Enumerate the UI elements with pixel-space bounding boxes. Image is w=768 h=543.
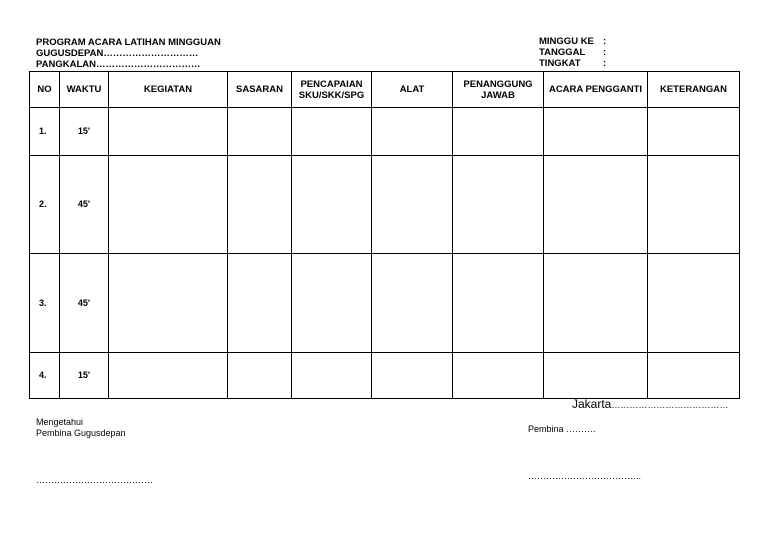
cell-kegiatan[interactable] bbox=[109, 156, 228, 254]
cell-penanggung-jawab[interactable] bbox=[453, 156, 544, 254]
cell-sasaran[interactable] bbox=[228, 254, 292, 353]
cell-kegiatan[interactable] bbox=[109, 254, 228, 353]
schedule-table bbox=[29, 71, 740, 399]
tanggal-colon: : bbox=[603, 47, 607, 58]
cell-keterangan[interactable] bbox=[648, 108, 740, 156]
col-header-alat: ALAT bbox=[372, 72, 453, 108]
tingkat-label: TINGKAT bbox=[539, 58, 581, 69]
table-row bbox=[30, 254, 740, 353]
cell-keterangan[interactable] bbox=[648, 254, 740, 353]
minggu-colon: : bbox=[603, 36, 607, 47]
cell-alat[interactable] bbox=[372, 254, 453, 353]
tingkat-colon: : bbox=[603, 58, 607, 69]
cell-acara-pengganti[interactable] bbox=[544, 156, 648, 254]
cell-acara-pengganti[interactable] bbox=[544, 353, 648, 399]
table-row bbox=[30, 353, 740, 399]
table-row bbox=[30, 108, 740, 156]
cell-pencapaian[interactable] bbox=[292, 156, 372, 254]
place-dots: ………………………………… bbox=[611, 400, 729, 410]
table-row bbox=[30, 156, 740, 254]
pembina-label: Pembina ………. bbox=[528, 424, 596, 434]
place-date bbox=[572, 397, 728, 411]
cell-keterangan[interactable] bbox=[648, 156, 740, 254]
col-header-sasaran: SASARAN bbox=[228, 72, 292, 108]
cell-kegiatan[interactable] bbox=[109, 108, 228, 156]
minggu-row bbox=[539, 36, 606, 47]
col-header-acara-pengganti: ACARA PENGGANTI bbox=[544, 72, 648, 108]
header-left bbox=[36, 37, 221, 70]
cell-pencapaian[interactable] bbox=[292, 353, 372, 399]
cell-alat[interactable] bbox=[372, 108, 453, 156]
signature-right bbox=[528, 424, 596, 435]
row-waktu: 15' bbox=[60, 353, 109, 399]
cell-acara-pengganti[interactable] bbox=[544, 108, 648, 156]
row-waktu: 15' bbox=[60, 108, 109, 156]
row-no: 3. bbox=[30, 254, 60, 353]
signature-line-right: ……………………………….. bbox=[528, 471, 642, 481]
cell-sasaran[interactable] bbox=[228, 156, 292, 254]
minggu-label: MINGGU KE bbox=[539, 36, 594, 47]
pembina-gugusdepan-label: Pembina Gugusdepan bbox=[36, 428, 126, 438]
row-no: 4. bbox=[30, 353, 60, 399]
cell-sasaran[interactable] bbox=[228, 353, 292, 399]
row-no: 2. bbox=[30, 156, 60, 254]
col-header-waktu: WAKTU bbox=[60, 72, 109, 108]
col-header-pencapaian: PENCAPAIAN SKU/SKK/SPG bbox=[292, 72, 372, 108]
cell-sasaran[interactable] bbox=[228, 108, 292, 156]
col-header-penanggung-jawab: PENANGGUNG JAWAB bbox=[453, 72, 544, 108]
mengetahui-label: Mengetahui bbox=[36, 417, 84, 427]
tanggal-label: TANGGAL bbox=[539, 47, 586, 58]
tingkat-row bbox=[539, 58, 606, 69]
row-no: 1. bbox=[30, 108, 60, 156]
cell-pencapaian[interactable] bbox=[292, 108, 372, 156]
signature-left bbox=[36, 417, 126, 439]
cell-acara-pengganti[interactable] bbox=[544, 254, 648, 353]
row-waktu: 45' bbox=[60, 254, 109, 353]
col-header-keterangan: KETERANGAN bbox=[648, 72, 740, 108]
table-header-row bbox=[30, 72, 740, 108]
cell-penanggung-jawab[interactable] bbox=[453, 353, 544, 399]
pangkalan-field: PANGKALAN…………………………… bbox=[36, 59, 201, 70]
cell-alat[interactable] bbox=[372, 353, 453, 399]
col-header-no: NO bbox=[30, 72, 60, 108]
tanggal-row bbox=[539, 47, 606, 58]
document-title: PROGRAM ACARA LATIHAN MINGGUAN bbox=[36, 37, 221, 48]
cell-alat[interactable] bbox=[372, 156, 453, 254]
cell-pencapaian[interactable] bbox=[292, 254, 372, 353]
cell-keterangan[interactable] bbox=[648, 353, 740, 399]
cell-penanggung-jawab[interactable] bbox=[453, 108, 544, 156]
col-header-kegiatan: KEGIATAN bbox=[109, 72, 228, 108]
row-waktu: 45' bbox=[60, 156, 109, 254]
gugusdepan-field: GUGUSDEPAN………………………… bbox=[36, 48, 199, 59]
cell-penanggung-jawab[interactable] bbox=[453, 254, 544, 353]
cell-kegiatan[interactable] bbox=[109, 353, 228, 399]
header-right bbox=[539, 36, 606, 69]
signature-line-left: ………………………………… bbox=[36, 475, 153, 485]
place-name: Jakarta bbox=[572, 397, 612, 411]
